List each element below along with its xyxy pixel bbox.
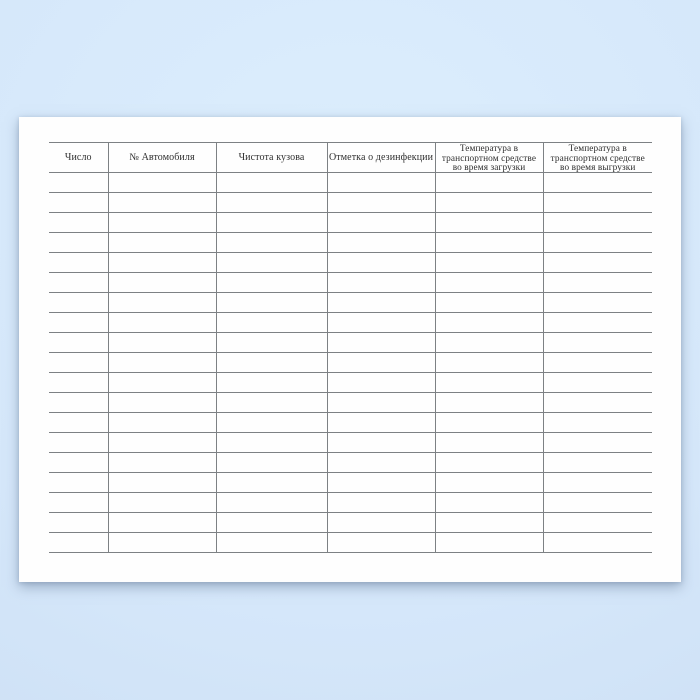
empty-cell [435,493,543,513]
table-row [49,373,652,393]
empty-cell [49,453,108,473]
empty-cell [435,433,543,453]
empty-cell [108,313,216,333]
empty-cell [543,393,652,413]
empty-cell [108,293,216,313]
header-line: транспортном средстве [550,153,645,164]
empty-cell [108,413,216,433]
empty-cell [49,313,108,333]
table-row [49,213,652,233]
empty-cell [216,173,327,193]
empty-cell [216,233,327,253]
empty-cell [49,533,108,553]
empty-cell [543,333,652,353]
table-row [49,393,652,413]
empty-cell [543,293,652,313]
table-row [49,193,652,213]
empty-cell [435,513,543,533]
empty-cell [108,173,216,193]
empty-cell [108,433,216,453]
empty-cell [216,353,327,373]
empty-cell [327,393,435,413]
empty-cell [216,373,327,393]
empty-cell [435,233,543,253]
empty-cell [327,273,435,293]
empty-cell [49,353,108,373]
empty-cell [543,313,652,333]
header-line: во время загрузки [452,163,526,174]
empty-cell [543,373,652,393]
empty-cell [49,213,108,233]
paper-sheet [19,117,681,582]
table-row [49,293,652,313]
empty-cell [543,413,652,433]
empty-cell [108,193,216,213]
empty-cell [216,273,327,293]
empty-cell [216,313,327,333]
column-header-vehicle-number [108,143,216,173]
table-row [49,233,652,253]
empty-cell [108,253,216,273]
column-header-date [49,143,108,173]
empty-cell [543,493,652,513]
empty-cell [435,293,543,313]
column-header-label: Число [64,152,92,163]
table-row [49,453,652,473]
empty-cell [543,233,652,253]
column-header-label: № Автомобиля [129,152,195,163]
empty-cell [435,473,543,493]
empty-cell [216,193,327,213]
table-row [49,353,652,373]
empty-cell [216,293,327,313]
empty-cell [327,473,435,493]
empty-cell [543,433,652,453]
empty-cell [216,393,327,413]
empty-cell [49,173,108,193]
empty-cell [543,473,652,493]
empty-cell [435,193,543,213]
empty-cell [327,193,435,213]
column-header-loading-temperature [435,143,543,173]
empty-cell [327,513,435,533]
table-row [49,513,652,533]
empty-cell [327,493,435,513]
empty-cell [327,233,435,253]
empty-cell [327,333,435,353]
empty-cell [435,173,543,193]
empty-cell [108,453,216,473]
table-row [49,333,652,353]
empty-cell [49,193,108,213]
empty-cell [108,493,216,513]
table-header-row [49,143,652,173]
table-row [49,493,652,513]
empty-cell [49,493,108,513]
empty-cell [216,453,327,473]
table-row [49,273,652,293]
header-line: транспортном средстве [441,153,537,164]
empty-cell [49,293,108,313]
empty-cell [543,173,652,193]
empty-cell [108,393,216,413]
empty-cell [49,333,108,353]
empty-cell [216,493,327,513]
empty-cell [435,333,543,353]
empty-cell [327,433,435,453]
empty-cell [108,233,216,253]
empty-cell [435,273,543,293]
vehicle-sanitation-log-table [49,142,652,553]
empty-cell [543,533,652,553]
empty-cell [49,413,108,433]
empty-cell [108,333,216,353]
empty-cell [435,313,543,333]
empty-cell [435,353,543,373]
empty-cell [216,333,327,353]
empty-cell [216,513,327,533]
empty-cell [543,193,652,213]
empty-cell [327,373,435,393]
empty-cell [435,413,543,433]
empty-cell [216,473,327,493]
empty-cell [49,233,108,253]
empty-cell [327,213,435,233]
empty-cell [327,293,435,313]
column-header-disinfection-mark [327,143,435,173]
empty-cell [327,313,435,333]
empty-cell [49,473,108,493]
empty-cell [108,513,216,533]
empty-cell [435,453,543,473]
header-line: Температура в [568,144,627,155]
empty-cell [435,253,543,273]
header-line: во время выгрузки [560,163,636,174]
empty-cell [49,393,108,413]
header-line: Температура в [459,144,519,155]
empty-cell [543,453,652,473]
empty-cell [108,473,216,493]
table-row [49,413,652,433]
table-row [49,253,652,273]
column-header-label [544,145,653,174]
empty-cell [108,373,216,393]
empty-cell [327,413,435,433]
empty-cell [435,533,543,553]
table-row [49,473,652,493]
column-header-label [436,145,543,174]
empty-cell [435,373,543,393]
empty-cell [216,413,327,433]
empty-cell [216,213,327,233]
empty-cell [543,253,652,273]
empty-cell [49,253,108,273]
empty-cell [327,253,435,273]
table-row [49,313,652,333]
empty-cell [543,353,652,373]
column-header-label: Отметка о дезинфекции [328,152,434,163]
empty-cell [543,213,652,233]
column-header-label: Чистота кузова [238,152,305,163]
empty-cell [108,273,216,293]
empty-cell [216,253,327,273]
table-row [49,173,652,193]
empty-cell [49,433,108,453]
table-row [49,433,652,453]
empty-cell [435,213,543,233]
empty-cell [216,433,327,453]
empty-cell [327,533,435,553]
empty-cell [327,353,435,373]
empty-cell [216,533,327,553]
empty-cell [49,373,108,393]
table-body [49,173,652,553]
empty-cell [108,533,216,553]
table-row [49,533,652,553]
empty-cell [108,353,216,373]
empty-cell [49,273,108,293]
empty-cell [108,213,216,233]
column-header-body-cleanliness [216,143,327,173]
empty-cell [435,393,543,413]
empty-cell [327,453,435,473]
column-header-unloading-temperature [543,143,652,173]
empty-cell [543,513,652,533]
empty-cell [49,513,108,533]
empty-cell [327,173,435,193]
empty-cell [543,273,652,293]
